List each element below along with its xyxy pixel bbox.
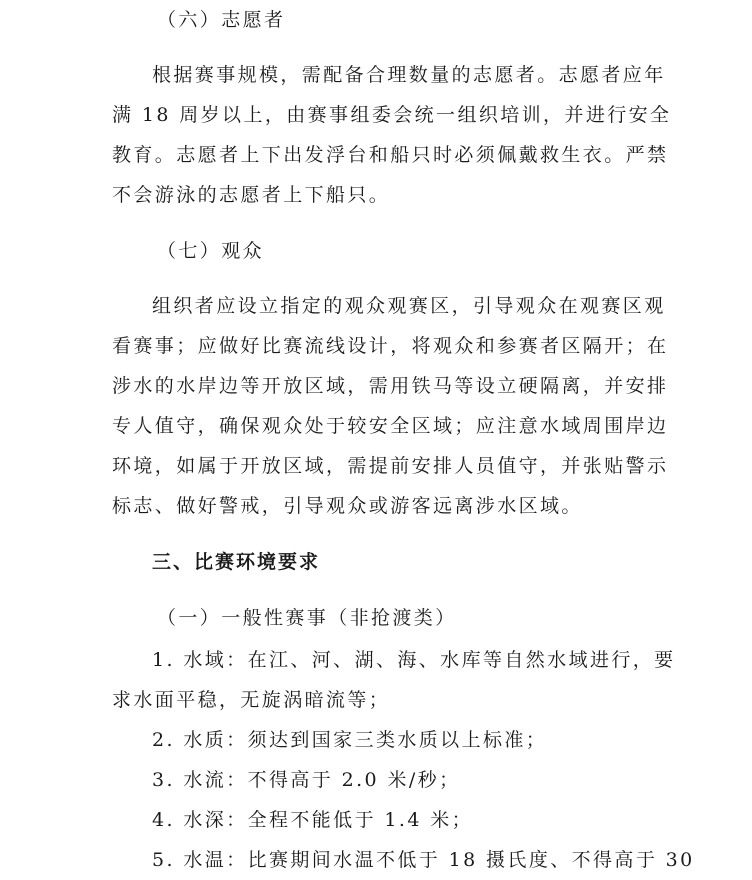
list-item: 5. 水温：比赛期间水温不低于 18 摄氏度、不得高于 30 <box>152 849 695 871</box>
paragraph-line: 组织者应设立指定的观众观赛区，引导观众在观赛区观 <box>152 295 666 317</box>
paragraph-line: 满 18 周岁以上，由赛事组委会统一组织培训，并进行安全 <box>112 104 672 126</box>
paragraph-line: 环境，如属于开放区域，需提前安排人员值守，并张贴警示 <box>112 455 669 477</box>
list-item: 4. 水深：全程不能低于 1.4 米； <box>152 809 474 831</box>
paragraph-line: 看赛事；应做好比赛流线设计，将观众和参赛者区隔开；在 <box>112 335 669 357</box>
section-6-title: （六）志愿者 <box>157 9 286 31</box>
list-item: 2. 水质：须达到国家三类水质以上标准； <box>152 729 548 751</box>
section-7-title: （七）观众 <box>157 240 265 262</box>
paragraph-line: 根据赛事规模，需配备合理数量的志愿者。志愿者应年 <box>152 64 666 86</box>
part-3-subsection-title: （一）一般性赛事（非抢渡类） <box>157 607 457 629</box>
paragraph-line: 不会游泳的志愿者上下船只。 <box>112 184 391 206</box>
part-3-heading: 三、比赛环境要求 <box>152 551 321 573</box>
list-item: 1. 水域：在江、河、湖、海、水库等自然水域进行，要 <box>152 649 676 671</box>
paragraph-line: 专人值守，确保观众处于较安全区域；应注意水域周围岸边 <box>112 415 669 437</box>
paragraph-line: 涉水的水岸边等开放区域，需用铁马等设立硬隔离，并安排 <box>112 375 669 397</box>
paragraph-line: 教育。志愿者上下出发浮台和船只时必须佩戴救生衣。严禁 <box>112 144 669 166</box>
list-item-continuation: 求水面平稳，无旋涡暗流等； <box>112 689 391 711</box>
paragraph-line: 标志、做好警戒，引导观众或游客远离涉水区域。 <box>112 495 583 517</box>
list-item: 3. 水流：不得高于 2.0 米/秒； <box>152 769 461 791</box>
